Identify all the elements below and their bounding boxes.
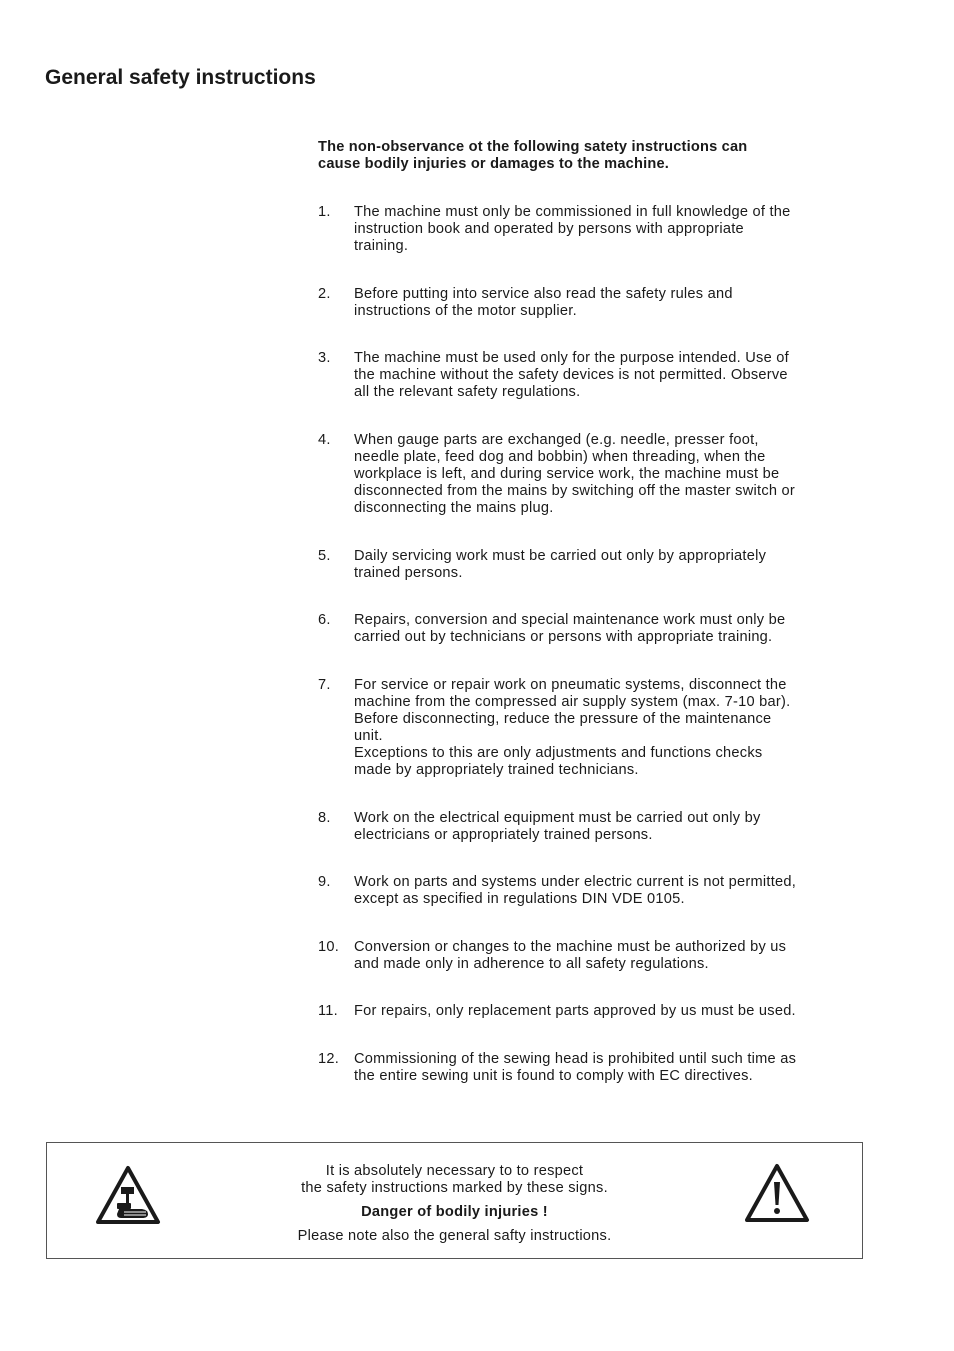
instruction-item-7 [318, 677, 878, 779]
page-title: General safety instructions [45, 66, 316, 89]
item-line: training. [354, 238, 409, 254]
item-line: For service or repair work on pneumatic systems, disconnect the [354, 677, 787, 693]
item-line: Before disconnecting, reduce the pressure of the maintenance [354, 711, 772, 727]
item-line: Before putting into service also read the safety rules and [354, 286, 733, 302]
intro-line: cause bodily injuries or damages to the machine. [318, 156, 670, 172]
item-number: 9. [318, 874, 331, 890]
item-line: the entire sewing unit is found to comply with EC directives. [354, 1068, 753, 1084]
notice-text [247, 1163, 662, 1245]
instruction-item-8 [318, 810, 878, 844]
instruction-item-9 [318, 874, 878, 908]
item-number: 8. [318, 810, 331, 826]
instruction-item-6 [318, 612, 878, 646]
intro-line: The non-observance ot the following satety instructions can [318, 139, 748, 155]
hand-crush-warning-icon [95, 1165, 161, 1225]
item-number: 6. [318, 612, 331, 628]
instruction-item-3 [318, 350, 878, 401]
item-line: The machine must only be commissioned in full knowledge of the [354, 204, 791, 220]
instruction-item-4 [318, 432, 878, 517]
item-number: 5. [318, 548, 331, 564]
danger-label: Danger of bodily injuries ! [361, 1204, 548, 1220]
item-line: instructions of the motor supplier. [354, 303, 577, 319]
notice-line: the safety instructions marked by these signs. [301, 1180, 608, 1196]
safety-notice-box [46, 1142, 863, 1259]
item-line: machine from the compressed air supply system (max. 7-10 bar). [354, 694, 791, 710]
item-line: made by appropriately trained technicians. [354, 762, 639, 778]
item-line: Daily servicing work must be carried out only by appropriately [354, 548, 767, 564]
instruction-item-11 [318, 1003, 878, 1020]
item-line: Commissioning of the sewing head is prohibited until such time as [354, 1051, 797, 1067]
item-line: For repairs, only replacement parts approved by us must be used. [354, 1003, 796, 1019]
item-number: 1. [318, 204, 331, 220]
item-number: 7. [318, 677, 331, 693]
item-line: The machine must be used only for the purpose intended. Use of [354, 350, 789, 366]
item-number: 11. [318, 1003, 338, 1019]
instruction-item-2 [318, 286, 878, 320]
item-line: needle plate, feed dog and bobbin) when threading, when the [354, 449, 766, 465]
notice-note: Please note also the general safty instructions. [297, 1228, 612, 1244]
item-line: the machine without the safety devices is not permitted. Observe [354, 367, 788, 383]
instruction-item-12 [318, 1051, 878, 1085]
item-line: all the relevant safety regulations. [354, 384, 581, 400]
instruction-item-5 [318, 548, 878, 582]
item-number: 2. [318, 286, 331, 302]
item-line: and made only in adherence to all safety regulations. [354, 956, 709, 972]
instruction-item-1 [318, 204, 878, 255]
item-line: disconnected from the mains by switching off the master switch or [354, 483, 796, 499]
item-line: trained persons. [354, 565, 463, 581]
item-number: 3. [318, 350, 331, 366]
item-number: 10. [318, 939, 340, 955]
item-line: Work on the electrical equipment must be carried out only by [354, 810, 761, 826]
item-line: workplace is left, and during service work, the machine must be [354, 466, 780, 482]
item-number: 4. [318, 432, 331, 448]
instruction-item-10 [318, 939, 878, 973]
item-line: except as specified in regulations DIN VDE 0105. [354, 891, 685, 907]
item-line: Work on parts and systems under electric current is not permitted, [354, 874, 797, 890]
item-line: electricians or appropriately trained persons. [354, 827, 653, 843]
item-line: Repairs, conversion and special maintenance work must only be [354, 612, 786, 628]
item-line: disconnecting the mains plug. [354, 500, 554, 516]
exclamation-warning-icon [744, 1163, 810, 1223]
item-line: unit. [354, 728, 383, 744]
item-line: instruction book and operated by persons with appropriate [354, 221, 744, 237]
item-line: carried out by technicians or persons with appropriate training. [354, 629, 773, 645]
item-line: Conversion or changes to the machine must be authorized by us [354, 939, 787, 955]
item-number: 12. [318, 1051, 340, 1067]
notice-line: It is absolutely necessary to to respect [325, 1163, 584, 1179]
item-line: When gauge parts are exchanged (e.g. needle, presser foot, [354, 432, 759, 448]
intro-warning [318, 139, 863, 173]
item-line: Exceptions to this are only adjustments and functions checks [354, 745, 763, 761]
